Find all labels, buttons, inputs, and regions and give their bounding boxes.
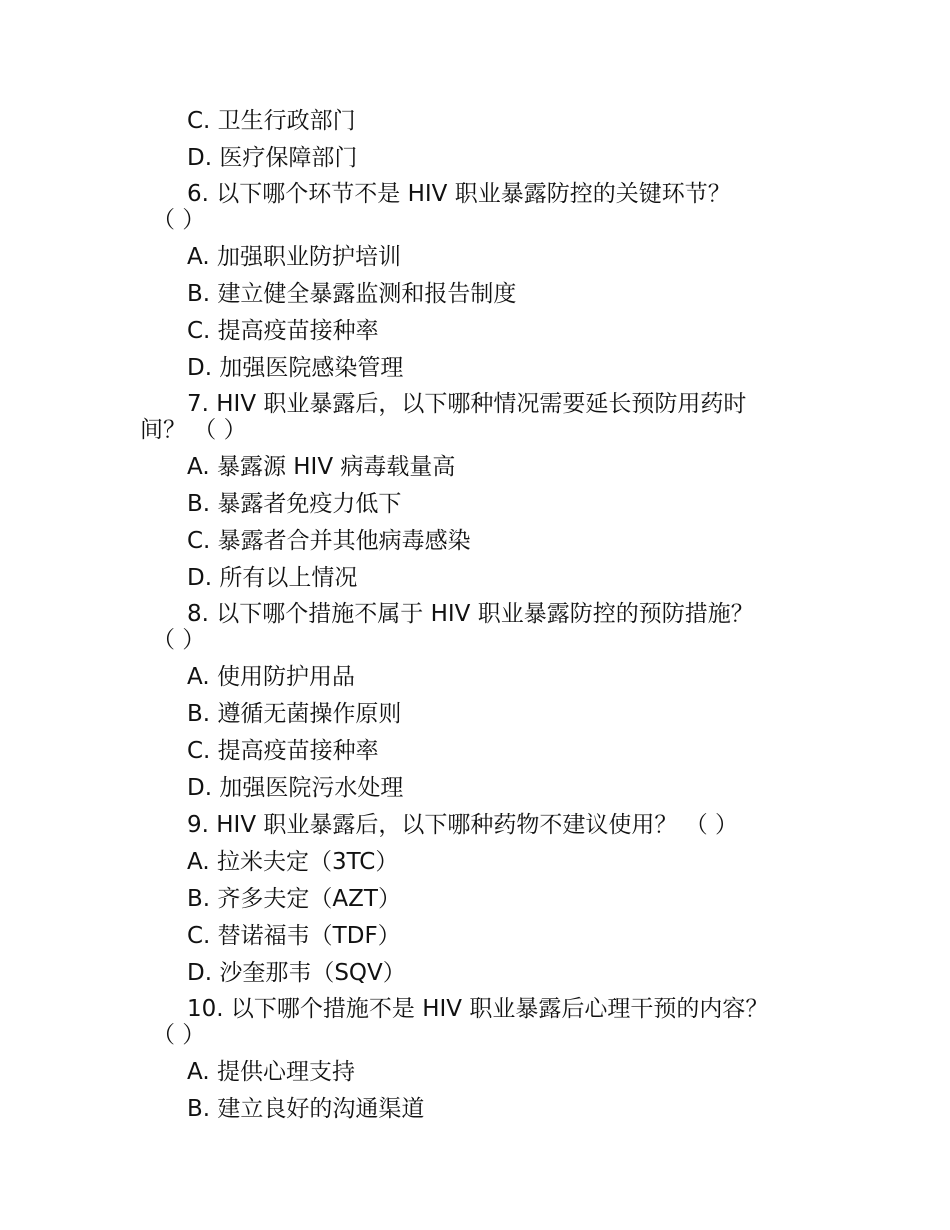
question-stem-continuation: 间？ （ ） (140, 417, 247, 443)
answer-option: A. 拉米夫定（3TC） (187, 849, 399, 875)
answer-option: A. 提供心理支持 (187, 1059, 355, 1085)
answer-option: C. 提高疫苗接种率 (187, 738, 379, 764)
question-list (140, 103, 800, 1128)
question-stem: 10. 以下哪个措施不是 HIV 职业暴露后心理干预的内容？ (187, 996, 769, 1022)
answer-option: A. 加强职业防护培训 (187, 244, 401, 270)
answer-option: A. 暴露源 HIV 病毒载量高 (187, 454, 456, 480)
answer-option: D. 加强医院感染管理 (187, 355, 404, 381)
question-stem: 6. 以下哪个环节不是 HIV 职业暴露防控的关键环节？ (187, 181, 731, 207)
answer-option: B. 齐多夫定（AZT） (187, 886, 401, 912)
answer-option: A. 使用防护用品 (187, 664, 355, 690)
answer-option: B. 遵循无菌操作原则 (187, 701, 402, 727)
question-stem-continuation: （ ） (152, 627, 206, 653)
question-stem: 8. 以下哪个措施不属于 HIV 职业暴露防控的预防措施？ (187, 601, 754, 627)
question-stem-continuation: （ ） (152, 1022, 206, 1048)
answer-option: B. 建立健全暴露监测和报告制度 (187, 281, 517, 307)
question-stem: 7. HIV 职业暴露后，以下哪种情况需要延长预防用药时 (187, 391, 747, 417)
answer-option: C. 提高疫苗接种率 (187, 318, 379, 344)
answer-option: D. 医疗保障部门 (187, 145, 358, 171)
answer-option: C. 卫生行政部门 (187, 108, 356, 134)
answer-option: B. 暴露者免疫力低下 (187, 491, 402, 517)
answer-option: D. 加强医院污水处理 (187, 775, 404, 801)
answer-option: D. 沙奎那韦（SQV） (187, 960, 406, 986)
answer-option: 9. HIV 职业暴露后，以下哪种药物不建议使用？ （ ） (187, 812, 739, 838)
answer-option: B. 建立良好的沟通渠道 (187, 1096, 425, 1122)
answer-option: C. 暴露者合并其他病毒感染 (187, 528, 471, 554)
question-stem-continuation: （ ） (152, 207, 206, 233)
answer-option: C. 替诺福韦（TDF） (187, 923, 401, 949)
answer-option: D. 所有以上情况 (187, 565, 358, 591)
